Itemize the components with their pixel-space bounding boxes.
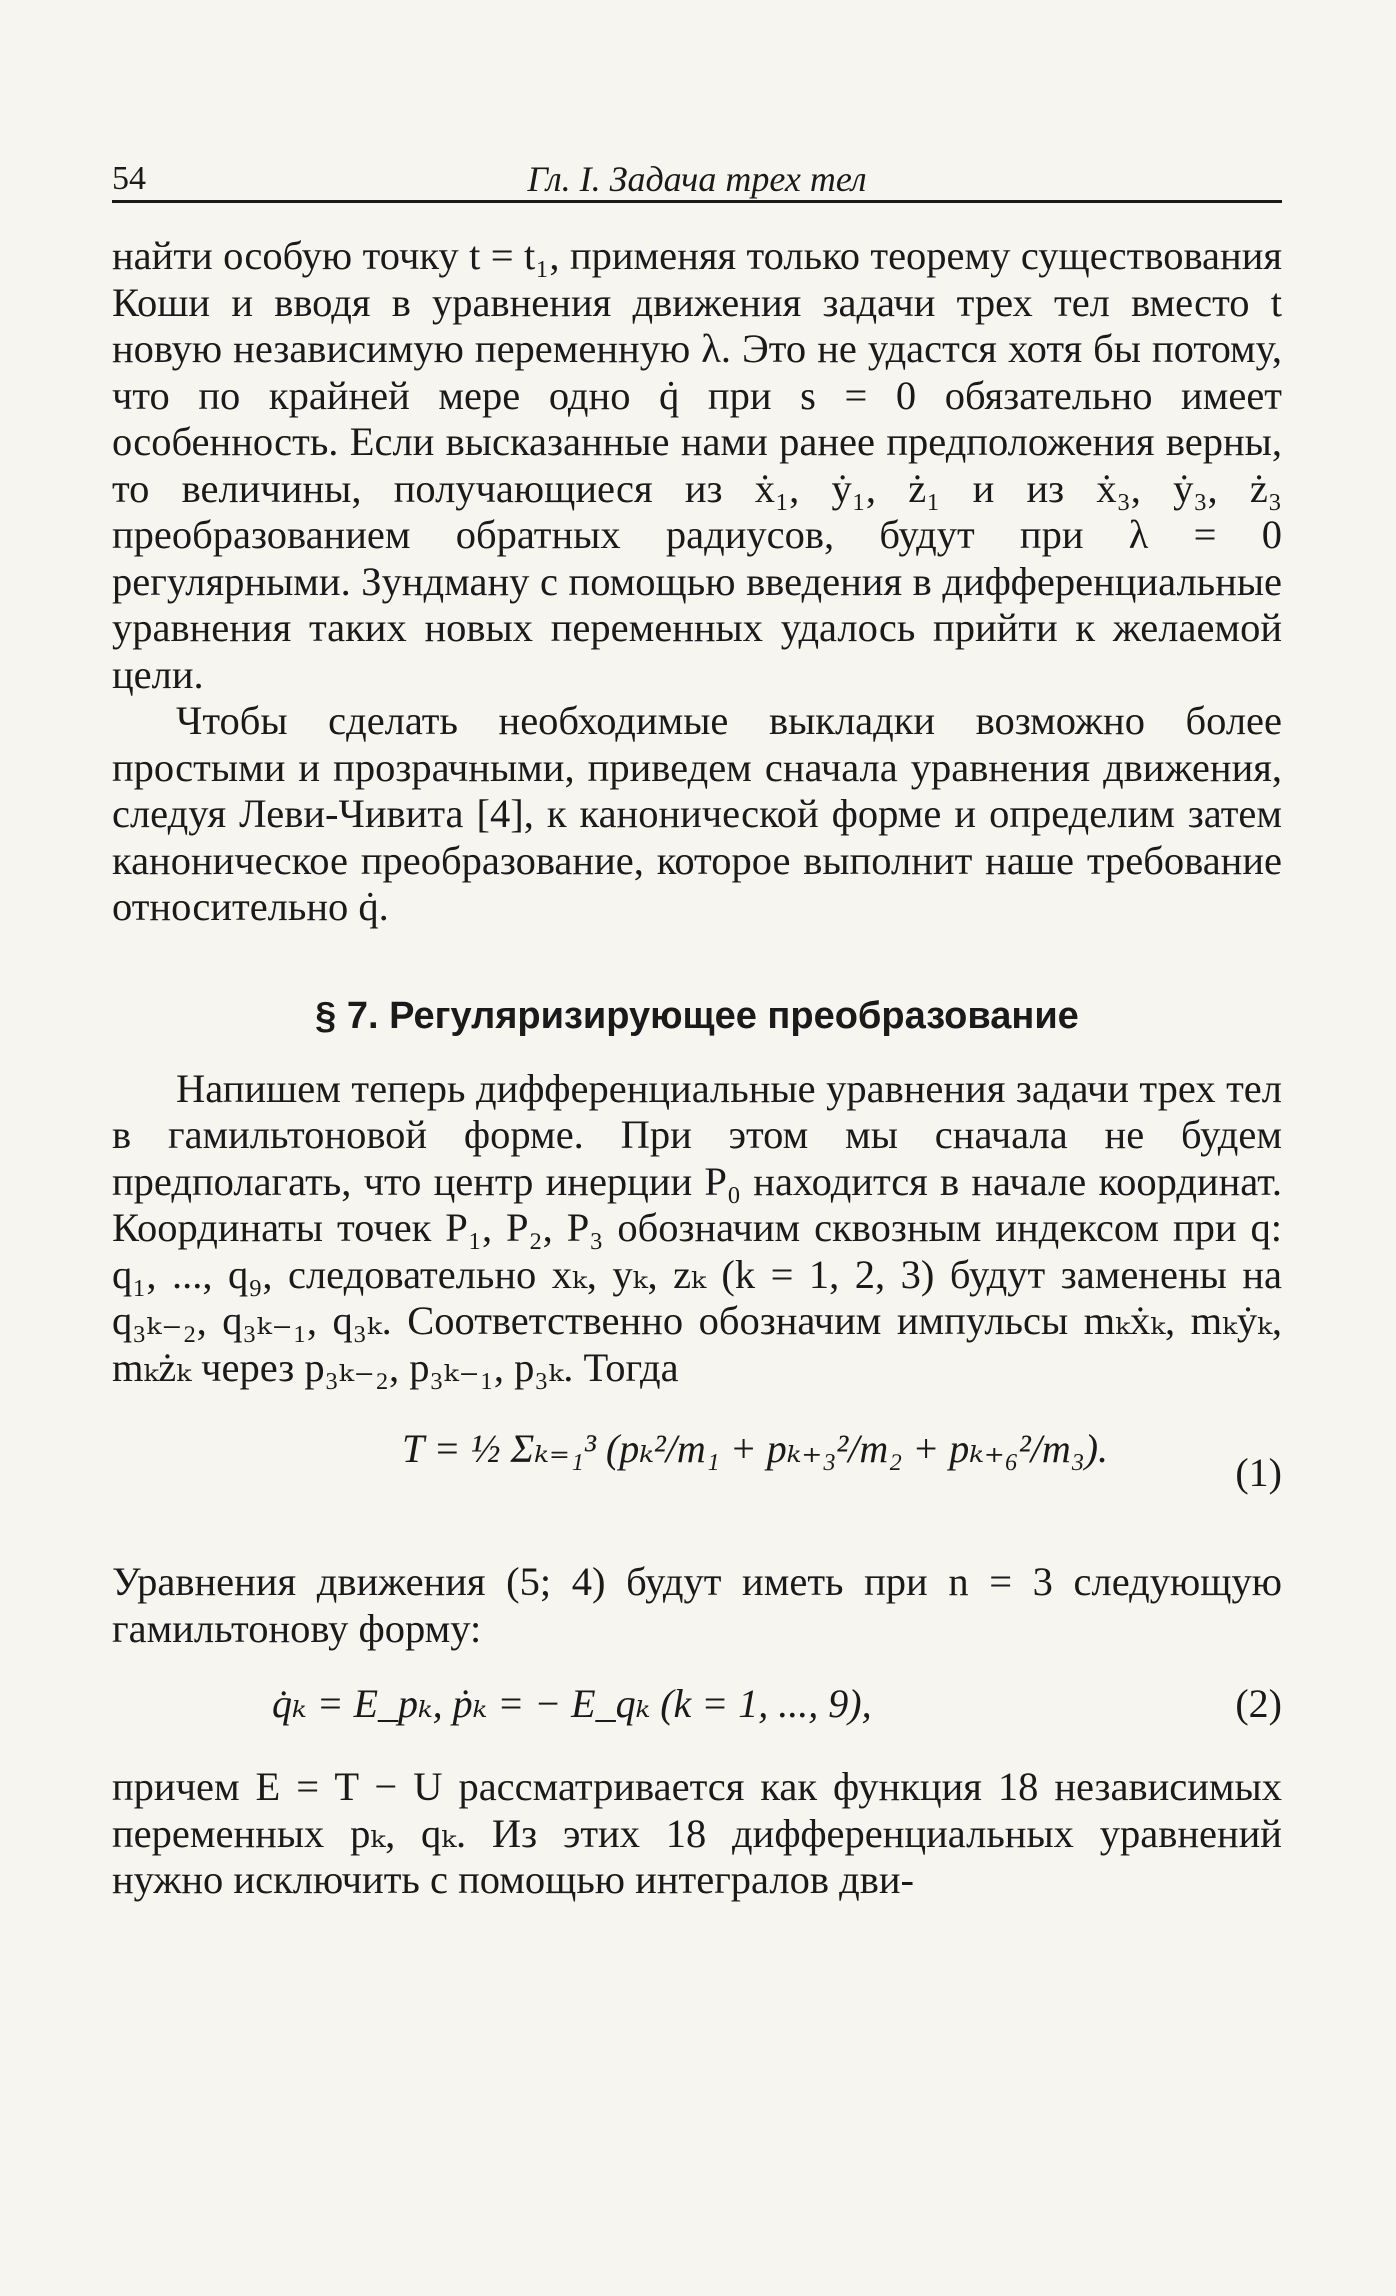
formula-1-expression: T = ½ Σₖ₌₁³ (pₖ²/m₁ + pₖ₊₃²/m₂ + pₖ₊₆²/m₃). <box>402 1426 1109 1471</box>
book-page <box>112 150 1282 1904</box>
page-header <box>112 150 1282 203</box>
paragraph-1: найти особую точку t = t₁, применяя только теорему существования Коши и вводя в уравнения движения задачи трех тел вместо t новую независимую переменную λ. Это не удастся хотя бы потому, что по крайней мере одно q̇ при s = 0 обязательно имеет особенность. Если высказанные нами ранее предположения верны, то величины, получающиеся из ẋ₁, ẏ₁, ż₁ и из ẋ₃, ẏ₃, ż₃ преобразованием обратных радиусов, будут при λ = 0 регулярными. Зундману с помощью введения в дифференциальные уравнения таких новых переменных удалось прийти к желаемой цели. <box>112 233 1282 697</box>
section-title: § 7. Регуляризирующее преобразование <box>315 994 1079 1037</box>
page-number: 54 <box>112 160 146 197</box>
paragraph-4: Уравнения движения (5; 4) будут иметь при n = 3 следующую гамильтонову форму: <box>112 1559 1282 1651</box>
formula-2-number: (2) <box>1235 1681 1282 1726</box>
paragraph-5: причем E = T − U рассматривается как функция 18 независимых переменных pₖ, qₖ. Из этих 18 дифференциальных уравнений нужно исключить с помощью интегралов дви- <box>112 1764 1282 1902</box>
running-title: Гл. I. Задача трех тел <box>527 159 867 199</box>
formula-2-expression: q̇ₖ = E_pₖ, ṗₖ = − E_qₖ (k = 1, ..., 9), <box>272 1681 872 1726</box>
formula-1-number: (1) <box>1235 1450 1282 1495</box>
paragraph-2: Чтобы сделать необходимые выкладки возможно более простыми и прозрачными, приведем сначала уравнения движения, следуя Леви-Чивита [4], к канонической форме и определим затем каноническое преобразование, которое выполнит наше требование относительно q̇. <box>112 698 1282 929</box>
formula-1 <box>112 1415 1282 1535</box>
formula-2 <box>112 1670 1282 1746</box>
paragraph-3: Напишем теперь дифференциальные уравнения задачи трех тел в гамильтоновой форме. При этом мы сначала не будем предполагать, что центр инерции P₀ находится в начале координат. Координаты точек P₁, P₂, P₃ обозначим сквозным индексом при q: q₁, ..., q₉, следовательно xₖ, yₖ, zₖ (k = 1, 2, 3) будут заменены на q₃ₖ₋₂, q₃ₖ₋₁, q₃ₖ. Соответственно обозначим импульсы mₖẋₖ, mₖẏₖ, mₖżₖ через p₃ₖ₋₂, p₃ₖ₋₁, p₃ₖ. Тогда <box>112 1065 1282 1390</box>
